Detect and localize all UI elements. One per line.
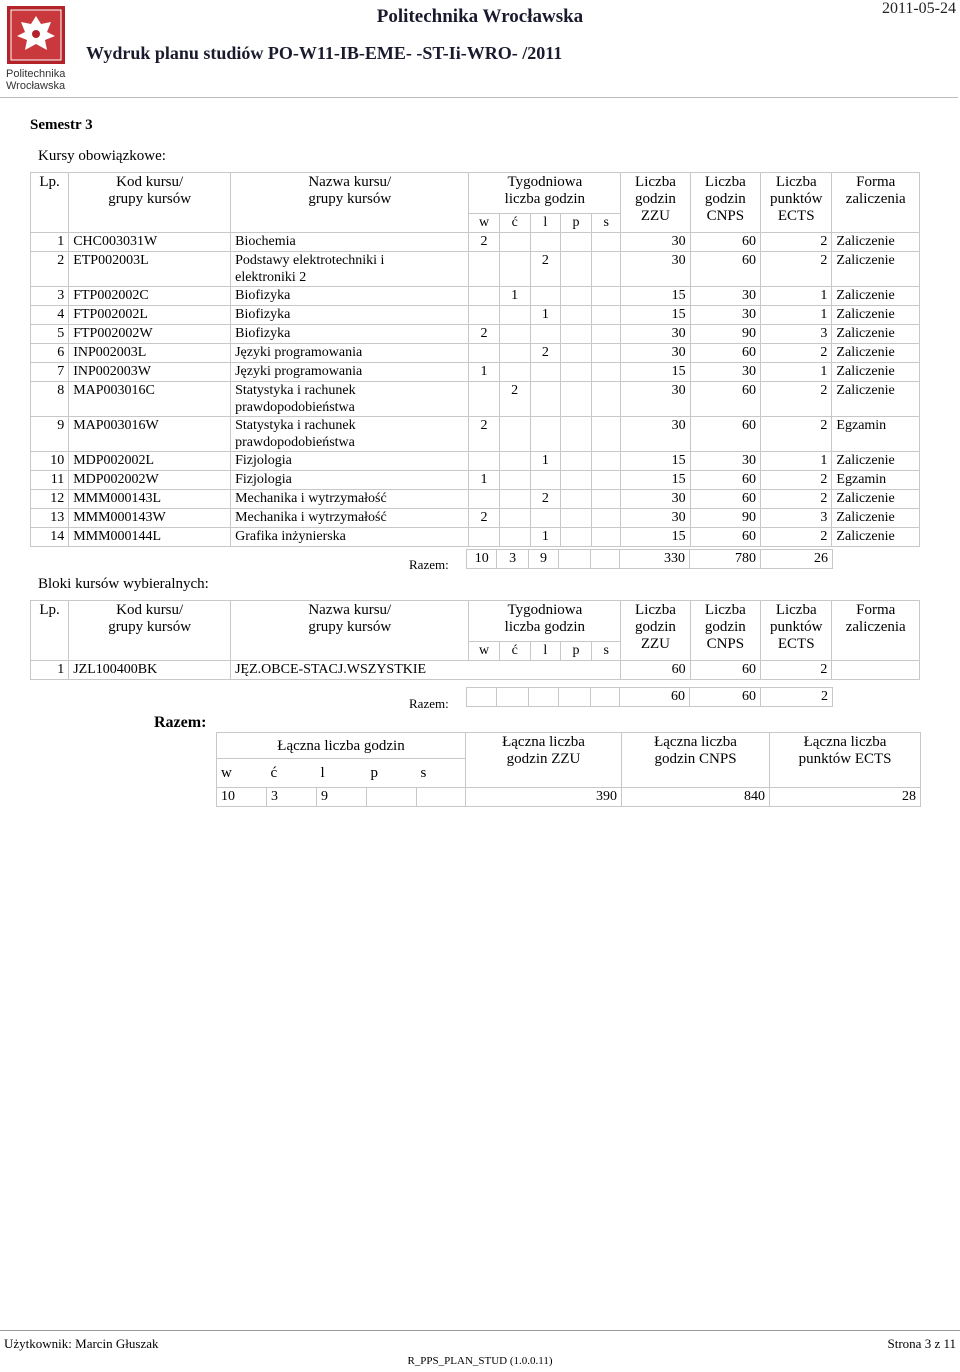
elective-section-title: Bloki kursów wybieralnych:	[38, 576, 209, 592]
row-w	[469, 287, 499, 306]
totals-header-l: l	[317, 759, 367, 788]
row-nazwa: Biochemia	[231, 233, 469, 252]
row-forma: Zaliczenie	[832, 287, 920, 306]
row-w: 2	[469, 233, 499, 252]
elective-header-nazwa: Nazwa kursu/ grupy kursów	[231, 601, 469, 661]
row-c	[499, 528, 530, 547]
totals-header-ects: Łączna liczba punktów ECTS	[770, 733, 921, 788]
row-zzu: 15	[621, 363, 690, 382]
row-p	[560, 252, 591, 287]
row-lp: 11	[31, 471, 69, 490]
row-cnps: 60	[690, 471, 760, 490]
totals-header-zzu: Łączna liczba godzin ZZU	[466, 733, 622, 788]
row-forma: Zaliczenie	[832, 252, 920, 287]
row-ects: 1	[761, 452, 832, 471]
mandatory-courses-table	[30, 172, 920, 547]
elective-header-p: p	[560, 641, 591, 660]
row-lp: 14	[31, 528, 69, 547]
header-c: ć	[499, 213, 530, 232]
row-lp: 8	[31, 382, 69, 417]
institution-name: Politechnika Wrocławska	[376, 6, 584, 27]
table-row	[31, 233, 920, 252]
totals-header-s: s	[417, 759, 466, 788]
row-l	[530, 363, 560, 382]
row-ects: 3	[761, 509, 832, 528]
elective-header-s: s	[592, 641, 621, 660]
row-nazwa: Biofizyka	[231, 287, 469, 306]
row-cnps: 60	[690, 233, 760, 252]
row-cnps: 30	[690, 363, 760, 382]
row-forma: Zaliczenie	[832, 325, 920, 344]
logo-text	[6, 68, 65, 92]
eagle-crest-icon	[5, 4, 67, 66]
totals-l: 9	[317, 788, 367, 807]
elective-courses-table	[30, 600, 920, 680]
row-lp: 10	[31, 452, 69, 471]
row-ects: 2	[761, 382, 832, 417]
row-c	[499, 417, 530, 452]
semester-heading: Semestr 3	[30, 117, 93, 133]
razem-cnps: 780	[690, 550, 761, 569]
elective-header-w: w	[469, 641, 499, 660]
row-ects: 2	[761, 528, 832, 547]
table-row	[31, 382, 920, 417]
row-cnps: 30	[690, 287, 760, 306]
row-forma: Egzamin	[832, 417, 920, 452]
row-kod: MMM000143W	[69, 509, 231, 528]
table-row	[31, 363, 920, 382]
row-l	[530, 287, 560, 306]
row-w: 2	[469, 417, 499, 452]
row-s	[592, 471, 621, 490]
row-lp: 13	[31, 509, 69, 528]
row-p	[560, 509, 591, 528]
elective-razem-label: Razem:	[409, 696, 449, 711]
elective-header-ects: Liczba punktów ECTS	[761, 601, 832, 661]
elective-header-tygodniowa: Tygodniowa liczba godzin	[469, 601, 621, 642]
row-w	[469, 344, 499, 363]
document-title: Wydruk planu studiów PO-W11-IB-EME- -ST-Ii-WRO- /2011	[86, 43, 563, 63]
row-nazwa: Fizjologia	[231, 471, 469, 490]
row-s	[592, 233, 621, 252]
row-s	[592, 344, 621, 363]
mandatory-razem-label: Razem:	[409, 557, 449, 572]
totals-label: Razem:	[154, 714, 207, 731]
row-c: 1	[499, 287, 530, 306]
totals-header-godzin: Łączna liczba godzin	[217, 733, 466, 759]
row-forma: Zaliczenie	[832, 306, 920, 325]
row-zzu: 30	[621, 252, 690, 287]
table-row	[31, 325, 920, 344]
totals-header-p: p	[367, 759, 417, 788]
row-cnps: 90	[690, 325, 760, 344]
row-l: 2	[530, 252, 560, 287]
row-l: 2	[530, 490, 560, 509]
header-kod: Kod kursu/ grupy kursów	[69, 173, 231, 233]
logo-text-line-2: Wrocławska	[6, 80, 66, 92]
row-w: 2	[469, 325, 499, 344]
totals-cnps: 840	[622, 788, 770, 807]
table-row	[31, 417, 920, 452]
table-row	[31, 490, 920, 509]
elective-header-zzu: Liczba godzin ZZU	[621, 601, 690, 661]
row-p	[560, 452, 591, 471]
row-s	[592, 528, 621, 547]
row-s	[592, 490, 621, 509]
elective-razem-row	[466, 687, 833, 707]
row-nazwa: Mechanika i wytrzymałość	[231, 490, 469, 509]
header-l: l	[530, 213, 560, 232]
row-cnps: 60	[690, 382, 760, 417]
elective-razem-p	[559, 688, 590, 707]
row-forma: Egzamin	[832, 471, 920, 490]
row-cnps: 60	[690, 417, 760, 452]
row-kod: FTP002002W	[69, 325, 231, 344]
row-ects: 2	[761, 471, 832, 490]
row-w	[469, 306, 499, 325]
row-zzu: 30	[621, 382, 690, 417]
row-cnps: 60	[690, 528, 760, 547]
elective-nazwa: JĘZ.OBCE-STACJ.WSZYSTKIE	[231, 661, 621, 680]
header-divider	[0, 97, 958, 98]
row-forma: Zaliczenie	[832, 452, 920, 471]
row-kod: MAP003016C	[69, 382, 231, 417]
table-row	[31, 452, 920, 471]
mandatory-section-title: Kursy obowiązkowe:	[38, 148, 166, 164]
row-w	[469, 452, 499, 471]
row-w	[469, 528, 499, 547]
header-zzu: Liczba godzin ZZU	[621, 173, 690, 233]
elective-header-lp: Lp.	[31, 601, 69, 661]
row-s	[592, 287, 621, 306]
logo-text-line-1: Politechnika	[6, 68, 66, 80]
row-zzu: 15	[621, 528, 690, 547]
row-w	[469, 382, 499, 417]
totals-header-cnps: Łączna liczba godzin CNPS	[622, 733, 770, 788]
row-lp: 9	[31, 417, 69, 452]
row-w: 1	[469, 471, 499, 490]
footer-page-number: Strona 3 z 11	[887, 1336, 956, 1351]
row-c	[499, 363, 530, 382]
row-s	[592, 382, 621, 417]
row-p	[560, 528, 591, 547]
row-p	[560, 417, 591, 452]
header-tygodniowa: Tygodniowa liczba godzin	[469, 173, 621, 214]
header-p: p	[560, 213, 591, 232]
elective-header-forma: Forma zaliczenia	[832, 601, 920, 661]
table-row	[31, 471, 920, 490]
row-ects: 2	[761, 252, 832, 287]
mandatory-razem-row	[466, 549, 833, 569]
row-p	[560, 233, 591, 252]
razem-p	[559, 550, 590, 569]
row-w	[469, 252, 499, 287]
row-s	[592, 452, 621, 471]
row-s	[592, 306, 621, 325]
totals-ects: 28	[770, 788, 921, 807]
row-forma: Zaliczenie	[832, 528, 920, 547]
row-ects: 2	[761, 417, 832, 452]
table-row	[31, 528, 920, 547]
elective-forma	[832, 661, 920, 680]
row-l	[530, 471, 560, 490]
table-row	[31, 661, 920, 680]
elective-lp: 1	[31, 661, 69, 680]
row-nazwa: Biofizyka	[231, 325, 469, 344]
row-l	[530, 382, 560, 417]
row-c	[499, 325, 530, 344]
row-cnps: 30	[690, 452, 760, 471]
row-zzu: 30	[621, 417, 690, 452]
header-ects: Liczba punktów ECTS	[761, 173, 832, 233]
row-zzu: 30	[621, 344, 690, 363]
row-nazwa: Mechanika i wytrzymałość	[231, 509, 469, 528]
table-row	[31, 287, 920, 306]
elective-header-cnps: Liczba godzin CNPS	[690, 601, 760, 661]
elective-razem-c	[497, 688, 528, 707]
totals-p	[367, 788, 417, 807]
row-nazwa: Grafika inżynierska	[231, 528, 469, 547]
elective-razem-zzu: 60	[620, 688, 690, 707]
elective-razem-ects: 2	[760, 688, 832, 707]
row-w	[469, 490, 499, 509]
row-p	[560, 490, 591, 509]
row-c	[499, 471, 530, 490]
table-header-row	[31, 173, 920, 214]
row-cnps: 30	[690, 306, 760, 325]
table-row	[31, 509, 920, 528]
row-ects: 2	[761, 233, 832, 252]
row-zzu: 30	[621, 233, 690, 252]
elective-razem-s	[590, 688, 619, 707]
row-ects: 1	[761, 306, 832, 325]
row-zzu: 15	[621, 471, 690, 490]
row-forma: Zaliczenie	[832, 344, 920, 363]
row-cnps: 60	[690, 344, 760, 363]
elective-kod: JZL100400BK	[69, 661, 231, 680]
footer-report-code: R_PPS_PLAN_STUD (1.0.0.11)	[407, 1355, 553, 1367]
row-l: 2	[530, 344, 560, 363]
totals-c: 3	[267, 788, 317, 807]
row-kod: CHC003031W	[69, 233, 231, 252]
row-l	[530, 417, 560, 452]
row-p	[560, 344, 591, 363]
razem-l: 9	[528, 550, 558, 569]
row-lp: 1	[31, 233, 69, 252]
razem-ects: 26	[760, 550, 832, 569]
row-forma: Zaliczenie	[832, 490, 920, 509]
row-c	[499, 233, 530, 252]
row-zzu: 30	[621, 490, 690, 509]
table-row	[31, 344, 920, 363]
elective-razem-w	[467, 688, 497, 707]
row-l	[530, 233, 560, 252]
row-ects: 1	[761, 363, 832, 382]
row-c	[499, 452, 530, 471]
header-forma: Forma zaliczenia	[832, 173, 920, 233]
row-ects: 2	[761, 490, 832, 509]
row-c: 2	[499, 382, 530, 417]
totals-header-w: w	[217, 759, 267, 788]
row-forma: Zaliczenie	[832, 363, 920, 382]
elective-razem-cnps: 60	[690, 688, 761, 707]
table-row	[31, 306, 920, 325]
row-nazwa: Fizjologia	[231, 452, 469, 471]
row-c	[499, 306, 530, 325]
row-nazwa: Języki programowania	[231, 363, 469, 382]
row-kod: MMM000143L	[69, 490, 231, 509]
row-forma: Zaliczenie	[832, 509, 920, 528]
header-lp: Lp.	[31, 173, 69, 233]
row-l: 1	[530, 306, 560, 325]
row-kod: ETP002003L	[69, 252, 231, 287]
row-lp: 7	[31, 363, 69, 382]
elective-header-kod: Kod kursu/ grupy kursów	[69, 601, 231, 661]
row-p	[560, 382, 591, 417]
row-nazwa: Podstawy elektrotechniki i elektroniki 2	[231, 252, 469, 287]
row-kod: MMM000144L	[69, 528, 231, 547]
row-lp: 12	[31, 490, 69, 509]
row-s	[592, 509, 621, 528]
row-cnps: 90	[690, 509, 760, 528]
row-lp: 2	[31, 252, 69, 287]
row-kod: FTP002002L	[69, 306, 231, 325]
elective-cnps: 60	[690, 661, 760, 680]
row-s	[592, 252, 621, 287]
row-p	[560, 287, 591, 306]
totals-zzu: 390	[466, 788, 622, 807]
row-zzu: 15	[621, 452, 690, 471]
row-l: 1	[530, 528, 560, 547]
elective-zzu: 60	[621, 661, 690, 680]
table-row	[31, 252, 920, 287]
header-s: s	[592, 213, 621, 232]
razem-c: 3	[497, 550, 528, 569]
row-c	[499, 490, 530, 509]
razem-s	[590, 550, 619, 569]
row-kod: INP002003L	[69, 344, 231, 363]
row-kod: MDP002002W	[69, 471, 231, 490]
row-nazwa: Biofizyka	[231, 306, 469, 325]
row-lp: 6	[31, 344, 69, 363]
row-lp: 3	[31, 287, 69, 306]
row-s	[592, 417, 621, 452]
totals-s	[417, 788, 466, 807]
row-s	[592, 363, 621, 382]
row-kod: INP002003W	[69, 363, 231, 382]
row-ects: 2	[761, 344, 832, 363]
row-zzu: 15	[621, 287, 690, 306]
row-forma: Zaliczenie	[832, 382, 920, 417]
row-c	[499, 509, 530, 528]
row-zzu: 30	[621, 509, 690, 528]
row-c	[499, 344, 530, 363]
row-ects: 1	[761, 287, 832, 306]
razem-zzu: 330	[620, 550, 690, 569]
row-kod: MDP002002L	[69, 452, 231, 471]
elective-header-row	[31, 601, 920, 642]
row-l	[530, 509, 560, 528]
row-p	[560, 306, 591, 325]
row-p	[560, 325, 591, 344]
row-nazwa: Statystyka i rachunek prawdopodobieństwa	[231, 382, 469, 417]
row-p	[560, 363, 591, 382]
row-c	[499, 252, 530, 287]
row-cnps: 60	[690, 252, 760, 287]
footer-divider	[0, 1330, 960, 1331]
elective-header-l: l	[530, 641, 560, 660]
print-date: 2011-05-24	[881, 0, 956, 17]
row-l	[530, 325, 560, 344]
row-kod: FTP002002C	[69, 287, 231, 306]
header-w: w	[469, 213, 499, 232]
elective-header-c: ć	[499, 641, 530, 660]
row-l: 1	[530, 452, 560, 471]
row-s	[592, 325, 621, 344]
row-w: 1	[469, 363, 499, 382]
totals-header-c: ć	[267, 759, 317, 788]
row-lp: 5	[31, 325, 69, 344]
row-cnps: 60	[690, 490, 760, 509]
row-kod: MAP003016W	[69, 417, 231, 452]
row-p	[560, 471, 591, 490]
totals-table	[216, 732, 921, 807]
elective-razem-l	[528, 688, 558, 707]
row-lp: 4	[31, 306, 69, 325]
row-zzu: 30	[621, 325, 690, 344]
header-nazwa: Nazwa kursu/ grupy kursów	[231, 173, 469, 233]
row-w: 2	[469, 509, 499, 528]
row-zzu: 15	[621, 306, 690, 325]
footer-user: Użytkownik: Marcin Głuszak	[4, 1336, 159, 1351]
row-ects: 3	[761, 325, 832, 344]
elective-ects: 2	[761, 661, 832, 680]
header-cnps: Liczba godzin CNPS	[690, 173, 760, 233]
row-nazwa: Statystyka i rachunek prawdopodobieństwa	[231, 417, 469, 452]
row-forma: Zaliczenie	[832, 233, 920, 252]
razem-w: 10	[467, 550, 497, 569]
row-nazwa: Języki programowania	[231, 344, 469, 363]
totals-w: 10	[217, 788, 267, 807]
